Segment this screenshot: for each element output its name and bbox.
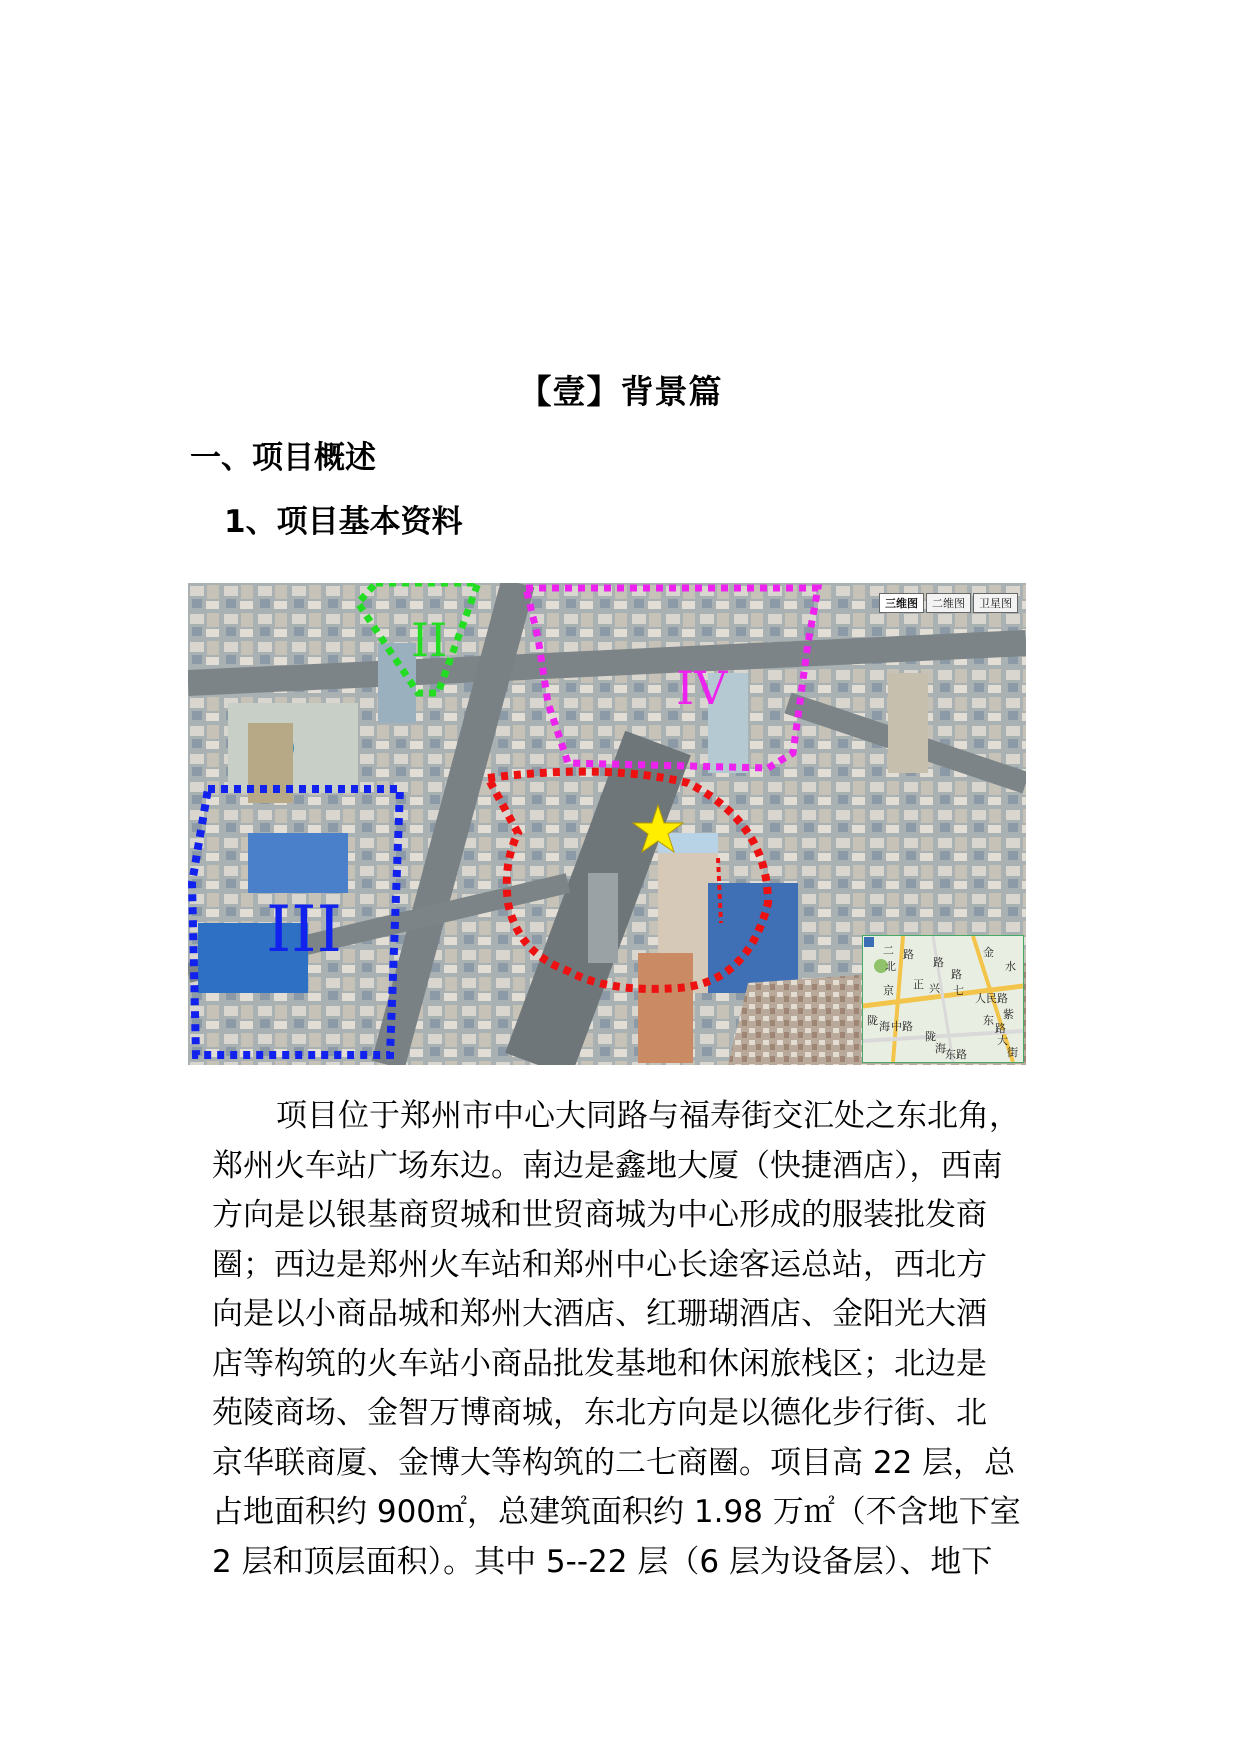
minimap-label: 二 [883, 944, 894, 957]
project-description-paragraph [212, 1092, 1058, 1587]
minimap-label: 路 [933, 956, 944, 969]
paragraph-line: 占地面积约 900㎡，总建筑面积约 1.98 万㎡（不含地下室 [212, 1494, 1021, 1530]
minimap-label: 紫 [1003, 1008, 1014, 1021]
minimap-label: 东 [983, 1014, 994, 1027]
minimap-label: 陇 [867, 1014, 878, 1027]
minimap-label: 金 [983, 946, 994, 959]
paragraph-line: 2 层和顶层面积）。其中 5--22 层（6 层为设备层）、地下 [212, 1543, 993, 1580]
paragraph-line: 项目位于郑州市中心大同路与福寿街交汇处之东北角， [276, 1098, 1020, 1134]
minimap-label: 中路 [891, 1020, 913, 1033]
map-3d-view-button[interactable]: 三维图 [879, 593, 924, 613]
paragraph-line: 方向是以银基商贸城和世贸商城为中心形成的服装批发商 [212, 1197, 987, 1233]
minimap-label: 水 [1005, 960, 1016, 973]
paragraph-line: 圈；西边是郑州火车站和郑州中心长途客运总站，西北方 [212, 1246, 987, 1283]
minimap-label: 路 [995, 1022, 1006, 1035]
map-view-toolbar [879, 593, 1018, 613]
document-title: 【壹】背景篇 [518, 372, 723, 411]
minimap-inset[interactable] [862, 935, 1024, 1063]
paragraph-line: 苑陵商场、金智万博商城，东北方向是以德化步行街、北 [212, 1395, 987, 1431]
minimap-label: 街 [1007, 1046, 1018, 1059]
section-heading: 一、项目概述 [190, 440, 376, 476]
paragraph-line: 郑州火车站广场东边。南边是鑫地大厦（快捷酒店），西南 [212, 1147, 1003, 1184]
zone-label-ii: II [411, 613, 448, 667]
minimap-label: 大 [997, 1034, 1008, 1047]
minimap-label: 海 [935, 1042, 946, 1055]
zone-label-iv: IV [676, 661, 728, 715]
minimap-label: 七 [953, 984, 964, 997]
minimap-label: 路 [903, 948, 914, 961]
minimap-label: 东路 [945, 1048, 967, 1061]
map-satellite-view-button[interactable]: 卫星图 [973, 593, 1018, 613]
zone-label-iii: III [266, 893, 342, 967]
subsection-heading: 1、项目基本资料 [224, 504, 463, 540]
minimap-label: 正 [913, 978, 924, 991]
minimap-label: 兴 [929, 982, 940, 995]
minimap-label: 人民路 [975, 992, 1008, 1005]
minimap-label: 北 [885, 960, 896, 973]
aerial-map-image [188, 583, 1026, 1065]
minimap-label: 海 [879, 1020, 890, 1033]
minimap-label: 陇 [925, 1030, 936, 1043]
paragraph-line: 店等构筑的火车站小商品批发基地和休闲旅栈区；北边是 [212, 1345, 987, 1382]
paragraph-line: 向是以小商品城和郑州大酒店、红珊瑚酒店、金阳光大酒 [212, 1296, 987, 1332]
paragraph-line: 京华联商厦、金博大等构筑的二七商圈。项目高 22 层，总 [212, 1444, 1016, 1481]
minimap-label: 路 [951, 968, 962, 981]
minimap-label: 京 [883, 984, 894, 997]
map-2d-view-button[interactable]: 二维图 [926, 593, 971, 613]
